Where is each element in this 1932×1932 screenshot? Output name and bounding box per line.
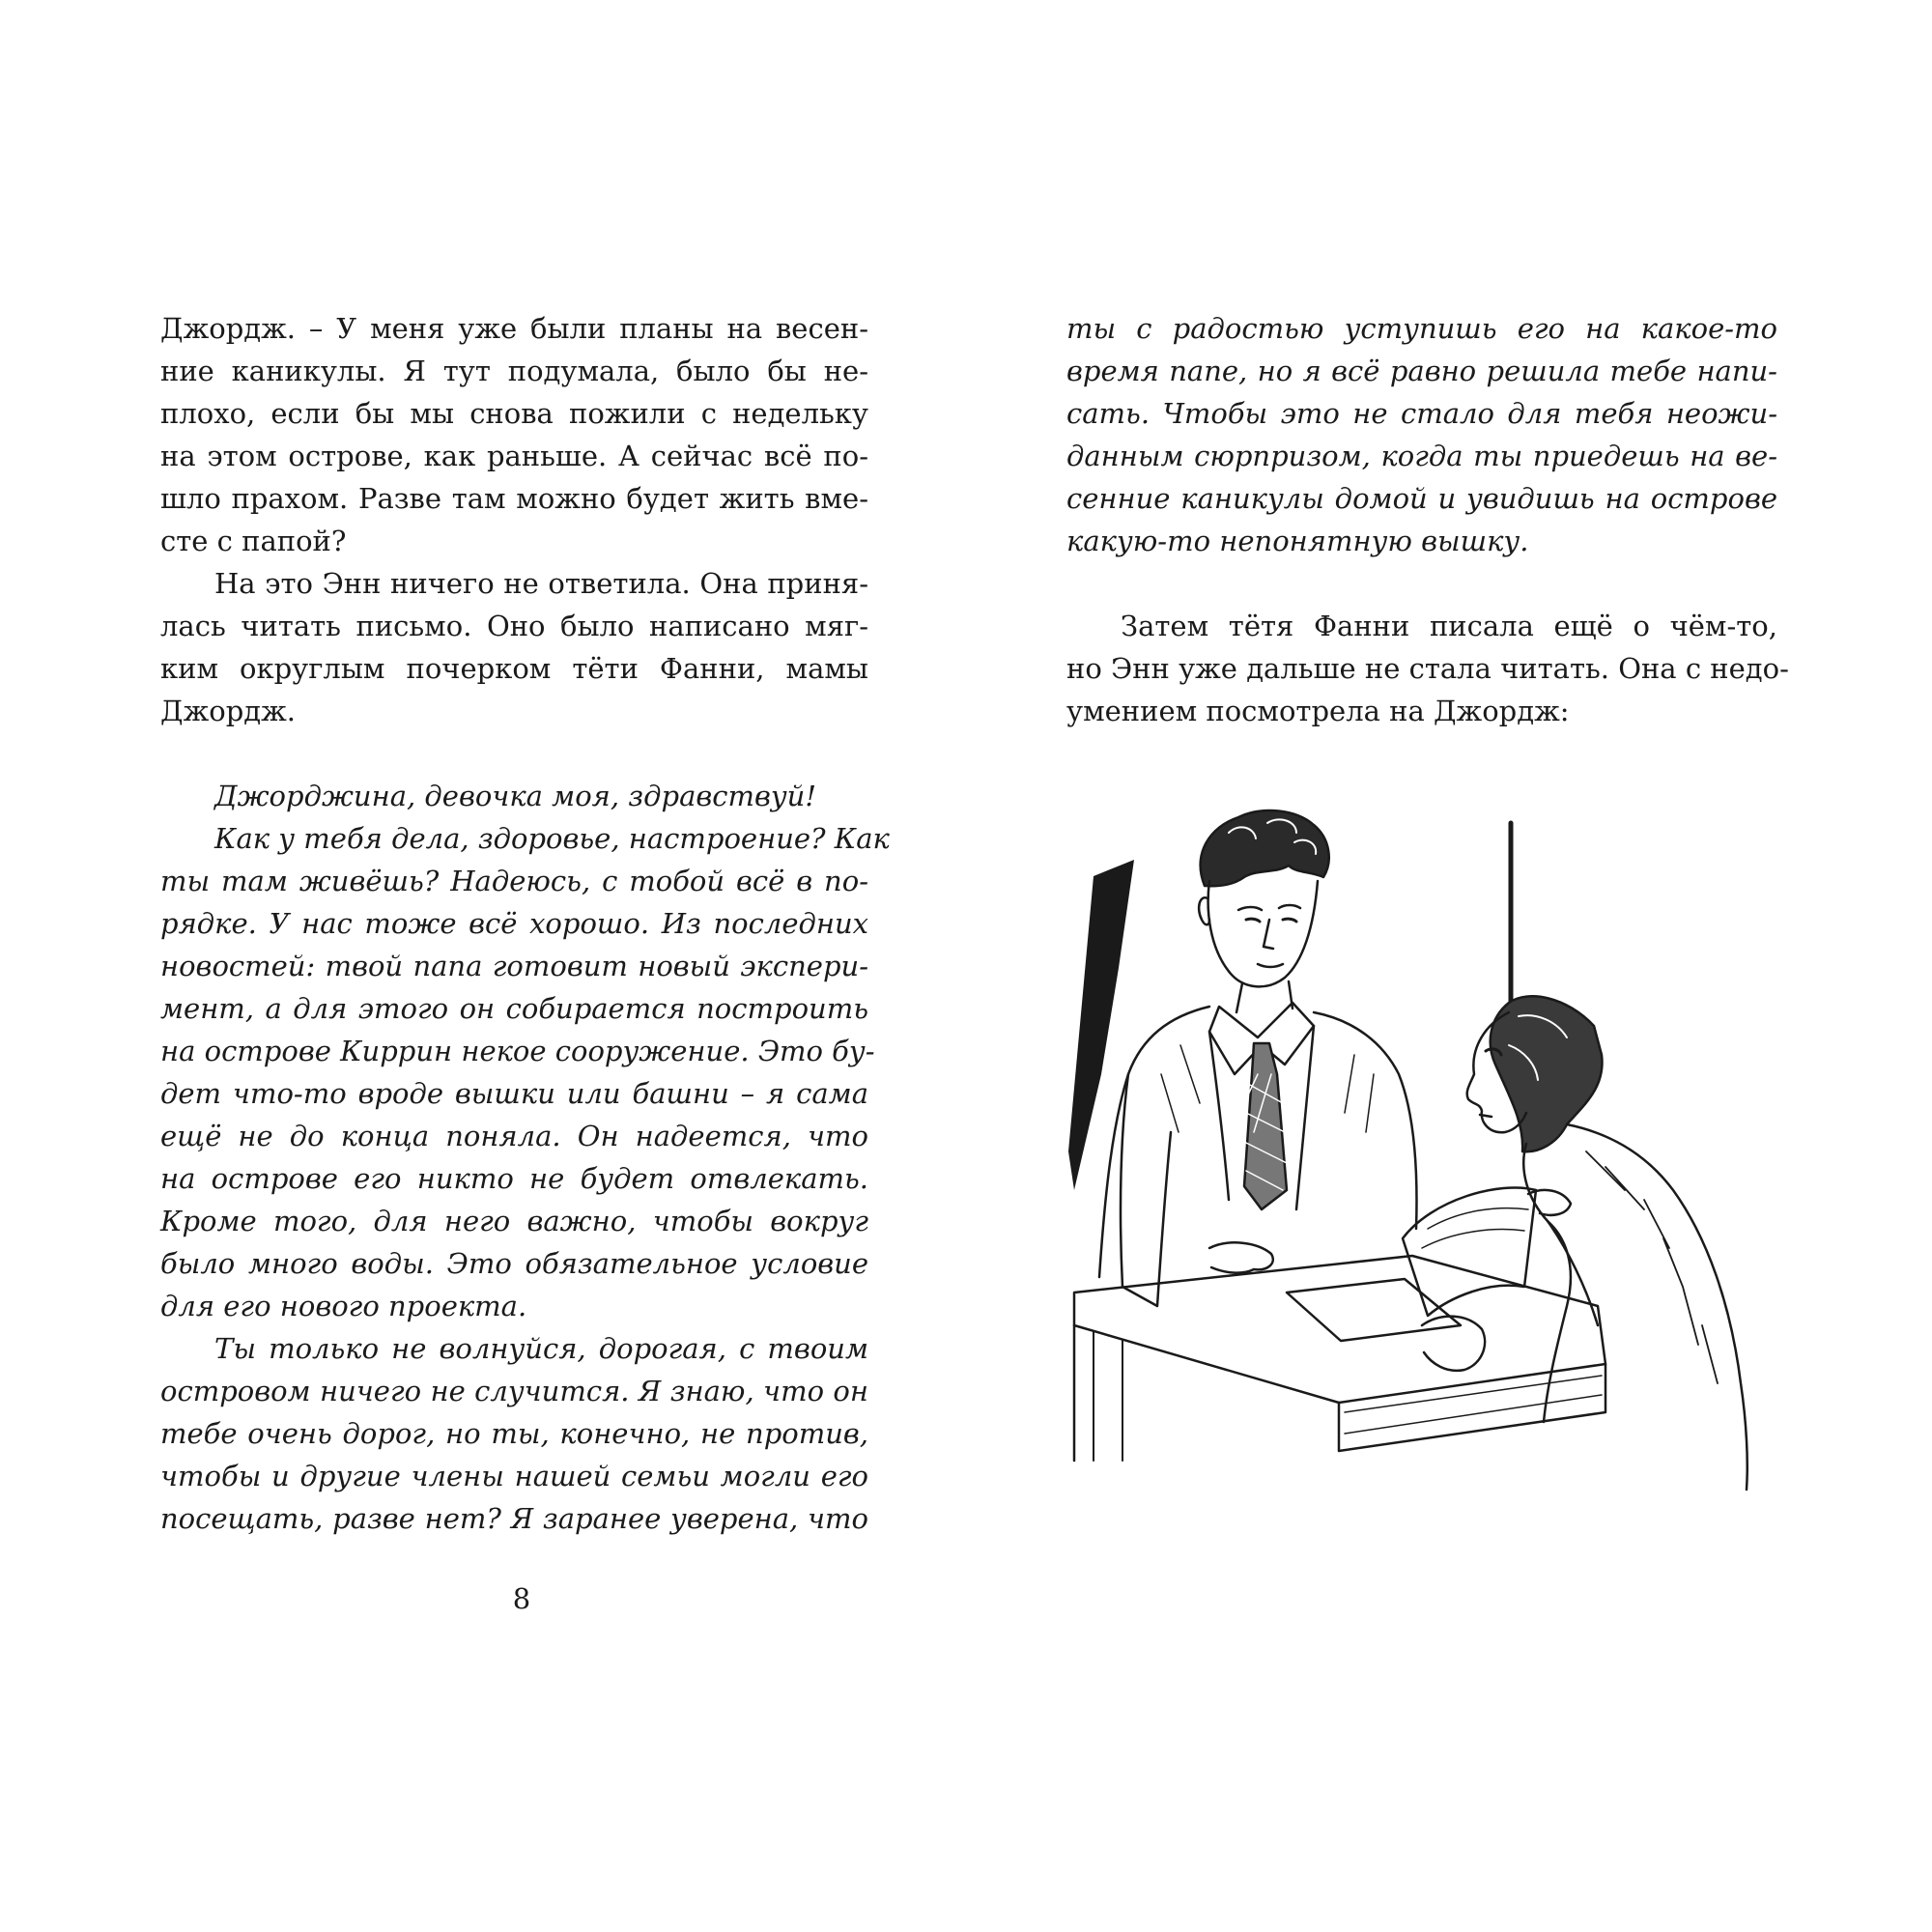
text-line: плохо, если бы мы снова пожили с недельку (160, 397, 868, 430)
text-line: сте с папой? (160, 525, 347, 557)
text-line: ещё не до конца поняла. Он надеется, что (160, 1120, 868, 1152)
text-line: новостей: твой папа готовит новый экспери- (160, 950, 868, 982)
table-front (1074, 1325, 1605, 1461)
text-line: Джордж. (160, 695, 297, 727)
spacer (1066, 562, 1777, 605)
text-line: для его нового проекта. (160, 1290, 527, 1322)
text-line: лась читать письмо. Оно было написано мяг- (160, 610, 868, 642)
text-line: ты с радостью уступишь его на какое-то (1066, 312, 1777, 345)
illustration-two-children-at-table (1065, 784, 1784, 1499)
text-line: умением посмотрела на Джордж: (1066, 695, 1570, 727)
letter-text (160, 775, 890, 1540)
girl-hand-right (1422, 1317, 1485, 1371)
letter-greeting: Джорджина, девочка моя, здравствуй! (214, 780, 817, 812)
text-line: сать. Чтобы это не стало для тебя неожи- (1066, 397, 1777, 430)
spacer (160, 732, 868, 775)
page-number: 8 (512, 1582, 531, 1615)
boy-hand (1209, 1242, 1273, 1272)
wall-shadow (1068, 860, 1134, 1190)
text-line: ние каникулы. Я тут подумала, было бы не- (160, 355, 868, 387)
text-line: рядке. У нас тоже всё хорошо. Из последних (160, 907, 868, 940)
letter-continuation (1066, 307, 1777, 562)
text-line: Как у тебя дела, здоровье, настроение? Как (214, 822, 890, 855)
girl-coat (1567, 1124, 1747, 1490)
text-line: данным сюрпризом, когда ты приедешь на ве- (1066, 440, 1777, 472)
text-line: шло прахом. Разве там можно будет жить вме- (160, 482, 868, 515)
book (1403, 1187, 1536, 1316)
text-line: чтобы и другие члены нашей семьи могли его (160, 1460, 868, 1492)
right-page-text (1066, 307, 1789, 732)
text-line: Ты только не волнуйся, дорогая, с твоим (214, 1332, 868, 1365)
text-line: Джордж. – У меня уже были планы на весен- (160, 312, 868, 345)
text-line: на этом острове, как раньше. А сейчас всё по- (160, 440, 868, 472)
boy-hair (1201, 810, 1329, 886)
boy-face (1208, 881, 1318, 986)
text-line: ты там живёшь? Надеюсь, с тобой всё в по- (160, 865, 868, 897)
text-line: сенние каникулы домой и увидишь на острове (1066, 482, 1777, 515)
text-line: дет что-то вроде вышки или башни – я сама (160, 1077, 868, 1110)
text-line: мент, а для этого он собирается построить (160, 992, 868, 1025)
text-line: какую-то непонятную вышку. (1066, 525, 1529, 557)
boy-tie (1244, 1043, 1287, 1209)
paragraph-1 (160, 307, 868, 562)
text-line: ким округлым почерком тёти Фанни, мамы (160, 652, 868, 685)
text-line: на острове Киррин некое сооружение. Это бу- (160, 1035, 875, 1067)
text-line: время папе, но я всё равно решила тебе напи- (1066, 355, 1777, 387)
paragraph-3 (1066, 605, 1789, 732)
text-line: но Энн уже дальше не стала читать. Она с недо- (1066, 652, 1789, 685)
text-line: островом ничего не случится. Я знаю, что он (160, 1375, 868, 1407)
text-line: посещать, разве нет? Я заранее уверена, что (160, 1502, 868, 1535)
left-page-text (160, 307, 890, 1540)
text-line: На это Энн ничего не ответила. Она приня- (214, 567, 868, 600)
text-line: Затем тётя Фанни писала ещё о чём-то, (1121, 610, 1777, 642)
text-line: было много воды. Это обязательное условие (160, 1247, 868, 1280)
text-line: тебе очень дорог, но ты, конечно, не против, (160, 1417, 868, 1450)
text-line: Кроме того, для него важно, чтобы вокруг (160, 1205, 868, 1237)
text-line: на острове его никто не будет отвлекать. (160, 1162, 868, 1195)
paragraph-2 (160, 562, 868, 732)
